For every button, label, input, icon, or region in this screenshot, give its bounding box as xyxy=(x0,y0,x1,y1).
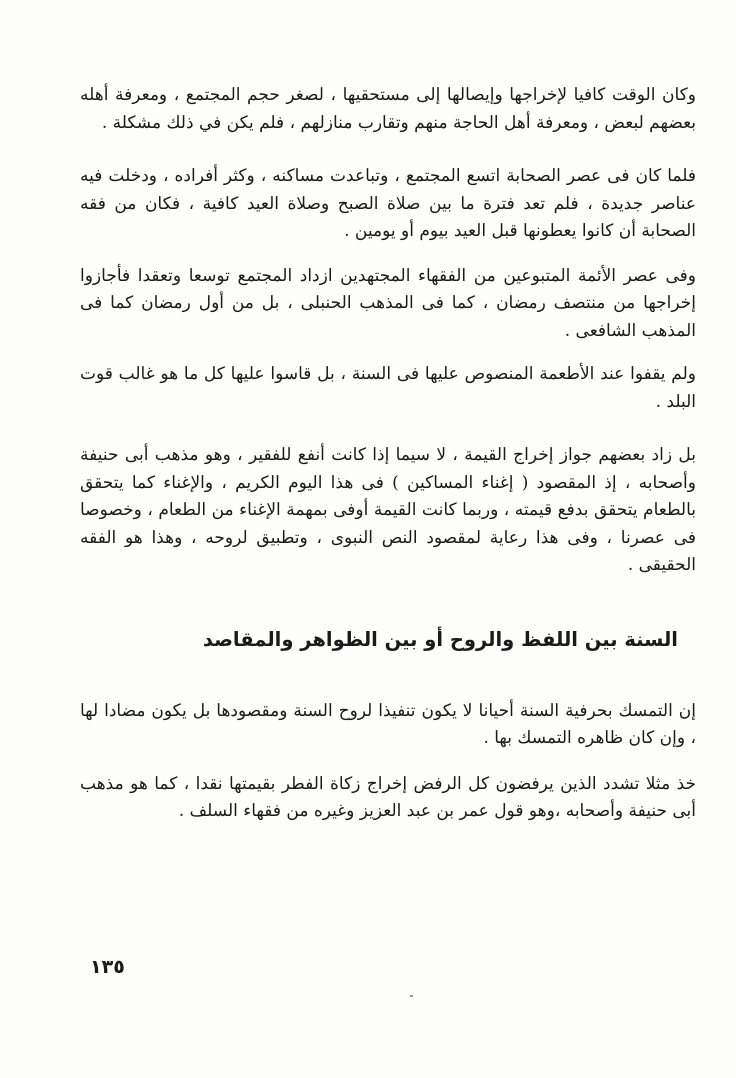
paragraph-3: وفى عصر الأئمة المتبوعين من الفقهاء المجتهدين ازداد المجتمع توسعا وتعقدا فأجازوا إخراجها من منتصف رمضان ، كما فى المذهب الحنبلى ، بل من أول رمضان كما فى المذهب الشافعى . xyxy=(80,265,697,341)
page-number: ١٣٥ xyxy=(90,956,125,978)
paragraph-5: بل زاد بعضهم جواز إخراج القيمة ، لا سيما إذا كانت أنفع للفقير ، وهو مذهب أبى حنيفة وأصحابه ، إذ المقصود ( إغناء المساكين ) فى هذا اليوم الكريم ، والإغناء كما يتحقق بالطعام يتحقق بدفع قيمته ، وربما كانت القيمة أوفى بمهمة الإغناء من الطعام ، وخصوصا فى عصرنا ، وفى هذا رعاية لمقصود النص النبوى ، وتطبيق لروحه ، وهذا هو الفقه الحقيقى . xyxy=(80,445,696,575)
paragraph-4: ولم يقفوا عند الأطعمة المنصوص عليها فى السنة ، بل قاسوا عليها كل ما هو غالب قوت البلد . xyxy=(80,364,696,412)
print-speck xyxy=(410,995,413,997)
paragraph-2: فلما كان فى عصر الصحابة اتسع المجتمع ، وتباعدت مساكنه ، وكثر أفراده ، ودخلت فيه عناصر جديدة ، فلم تعد فترة ما بين صلاة الصبح وصلاة العيد كافية ، فكان من فقه الصحابة أن كانوا يعطونها قبل العيد بيوم أو يومين . xyxy=(80,166,697,241)
paragraph-1: وكان الوقت كافيا لإخراجها وإيصالها إلى مستحقيها ، لصغر حجم المجتمع ، ومعرفة أهله بعضهم لبعض ، ومعرفة أهل الحاجة منهم وتقارب منازلهم ، فلم يكن في ذلك مشكلة . xyxy=(80,85,696,133)
section-heading: السنة بين اللفظ والروح أو بين الظواهر والمقاصد xyxy=(202,627,678,651)
section-paragraph-1: إن التمسك بحرفية السنة أحيانا لا يكون تنفيذا لروح السنة ومقصودها بل يكون مضادا لها ، وإن كان ظاهره التمسك بها . xyxy=(80,700,696,748)
page-body xyxy=(80,82,696,826)
section-paragraph-2: خذ مثلا تشدد الذين يرفضون كل الرفض إخراج زكاة الفطر بقيمتها نقدا ، كما هو مذهب أبى حنيفة وأصحابه ،وهو قول عمر بن عبد العزيز وغيره من فقهاء السلف . xyxy=(80,773,696,821)
